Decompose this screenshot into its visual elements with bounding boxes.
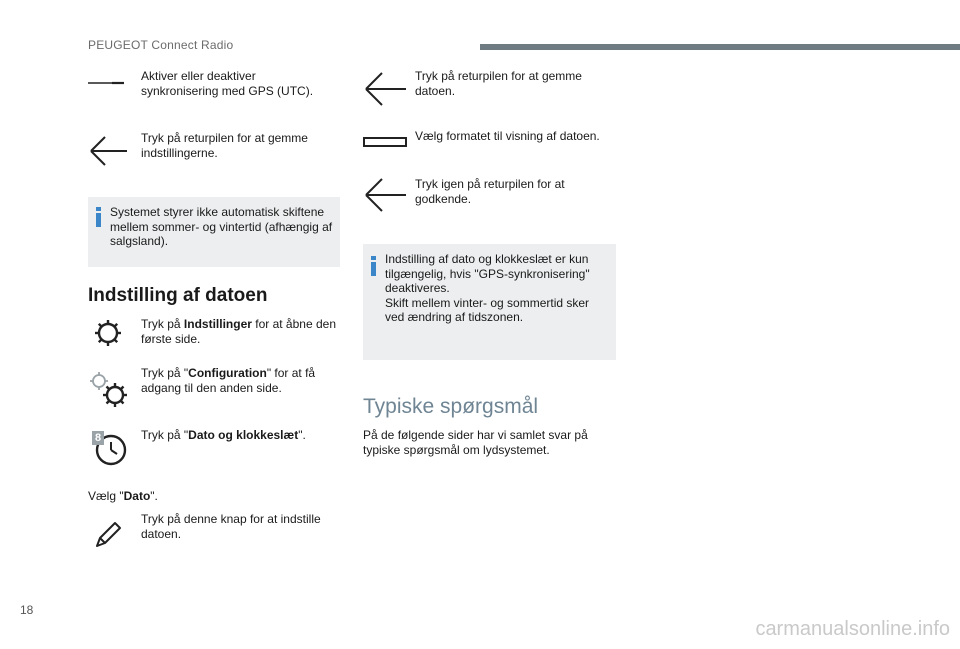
step-settings-pre: Tryk på <box>141 317 184 331</box>
info-note-text: Systemet styrer ikke automatisk skiftene mellem sommer- og vintertid (afhængig af salgsland). <box>110 205 333 248</box>
step-date-time-bold: Dato og klokkeslæt <box>188 428 299 442</box>
step-date-time-text <box>141 428 341 443</box>
step-configuration-bold: Configuration <box>188 366 267 380</box>
watermark: carmanualsonline.info <box>755 618 950 640</box>
note-line: ved ændring af tidszonen. <box>385 310 524 324</box>
info-icon <box>96 207 101 227</box>
date-format-text: Vælg formatet til visning af datoen. <box>415 129 600 143</box>
running-header: PEUGEOT Connect Radio <box>88 38 234 52</box>
note-line: Indstilling af dato og klokkeslæt er kun <box>385 252 589 266</box>
return-arrow-icon <box>363 178 407 212</box>
edit-date-text: Tryk på denne knap for at indstille datoen. <box>141 512 321 541</box>
info-note-text <box>385 252 615 325</box>
return-arrow-icon <box>88 136 128 166</box>
gear-icon <box>93 318 123 348</box>
step-configuration-text <box>141 366 341 395</box>
choose-date-bold: Dato <box>123 489 151 503</box>
format-bar-icon <box>363 137 407 147</box>
info-note-date-time <box>363 244 616 360</box>
step-configuration-pre: Tryk på " <box>141 366 189 380</box>
faq-text: På de følgende sider har vi samlet svar på typiske spørgsmål om lydsystemet. <box>363 428 588 457</box>
step-date-time-post: ". <box>298 428 306 442</box>
gps-sync-text: Aktiver eller deaktiver synkronisering med GPS (UTC). <box>141 69 314 98</box>
faq-title: Typiske spørgsmål <box>363 395 539 418</box>
note-line: deaktiveres. <box>385 281 450 295</box>
pencil-icon <box>93 518 125 550</box>
return-save-settings-text: Tryk på returpilen for at gemme indstillingerne. <box>141 131 308 160</box>
step-settings-bold: Indstillinger <box>183 317 252 331</box>
choose-date-post: ". <box>150 489 158 503</box>
note-line: tilgængelig, hvis "GPS-synkronisering" <box>385 266 590 281</box>
step-date-time-pre: Tryk på " <box>141 428 189 442</box>
return-arrow-icon <box>363 72 407 106</box>
step-settings-text <box>141 317 341 346</box>
step-settings-post: for at åbne den første side. <box>141 317 336 346</box>
page-number: 18 <box>20 603 34 617</box>
note-line: Skift mellem vinter- og sommertid sker <box>385 295 590 310</box>
choose-date-text <box>88 489 158 504</box>
info-note-dst <box>88 197 340 267</box>
toggle-line-icon <box>88 80 124 86</box>
info-icon <box>371 256 376 276</box>
choose-date-pre: Vælg " <box>88 489 124 503</box>
section-title-date: Indstilling af datoen <box>88 285 268 306</box>
return-save-date-text: Tryk på returpilen for at gemme datoen. <box>415 69 582 98</box>
header-bar <box>480 44 960 50</box>
clock-badge: 8 <box>92 431 104 445</box>
return-confirm-text: Tryk igen på returpilen for at godkende. <box>415 177 565 206</box>
step-configuration-post: " for at få adgang til den anden side. <box>141 366 316 395</box>
date-time-icon <box>90 427 130 467</box>
configuration-gears-icon <box>88 370 130 410</box>
